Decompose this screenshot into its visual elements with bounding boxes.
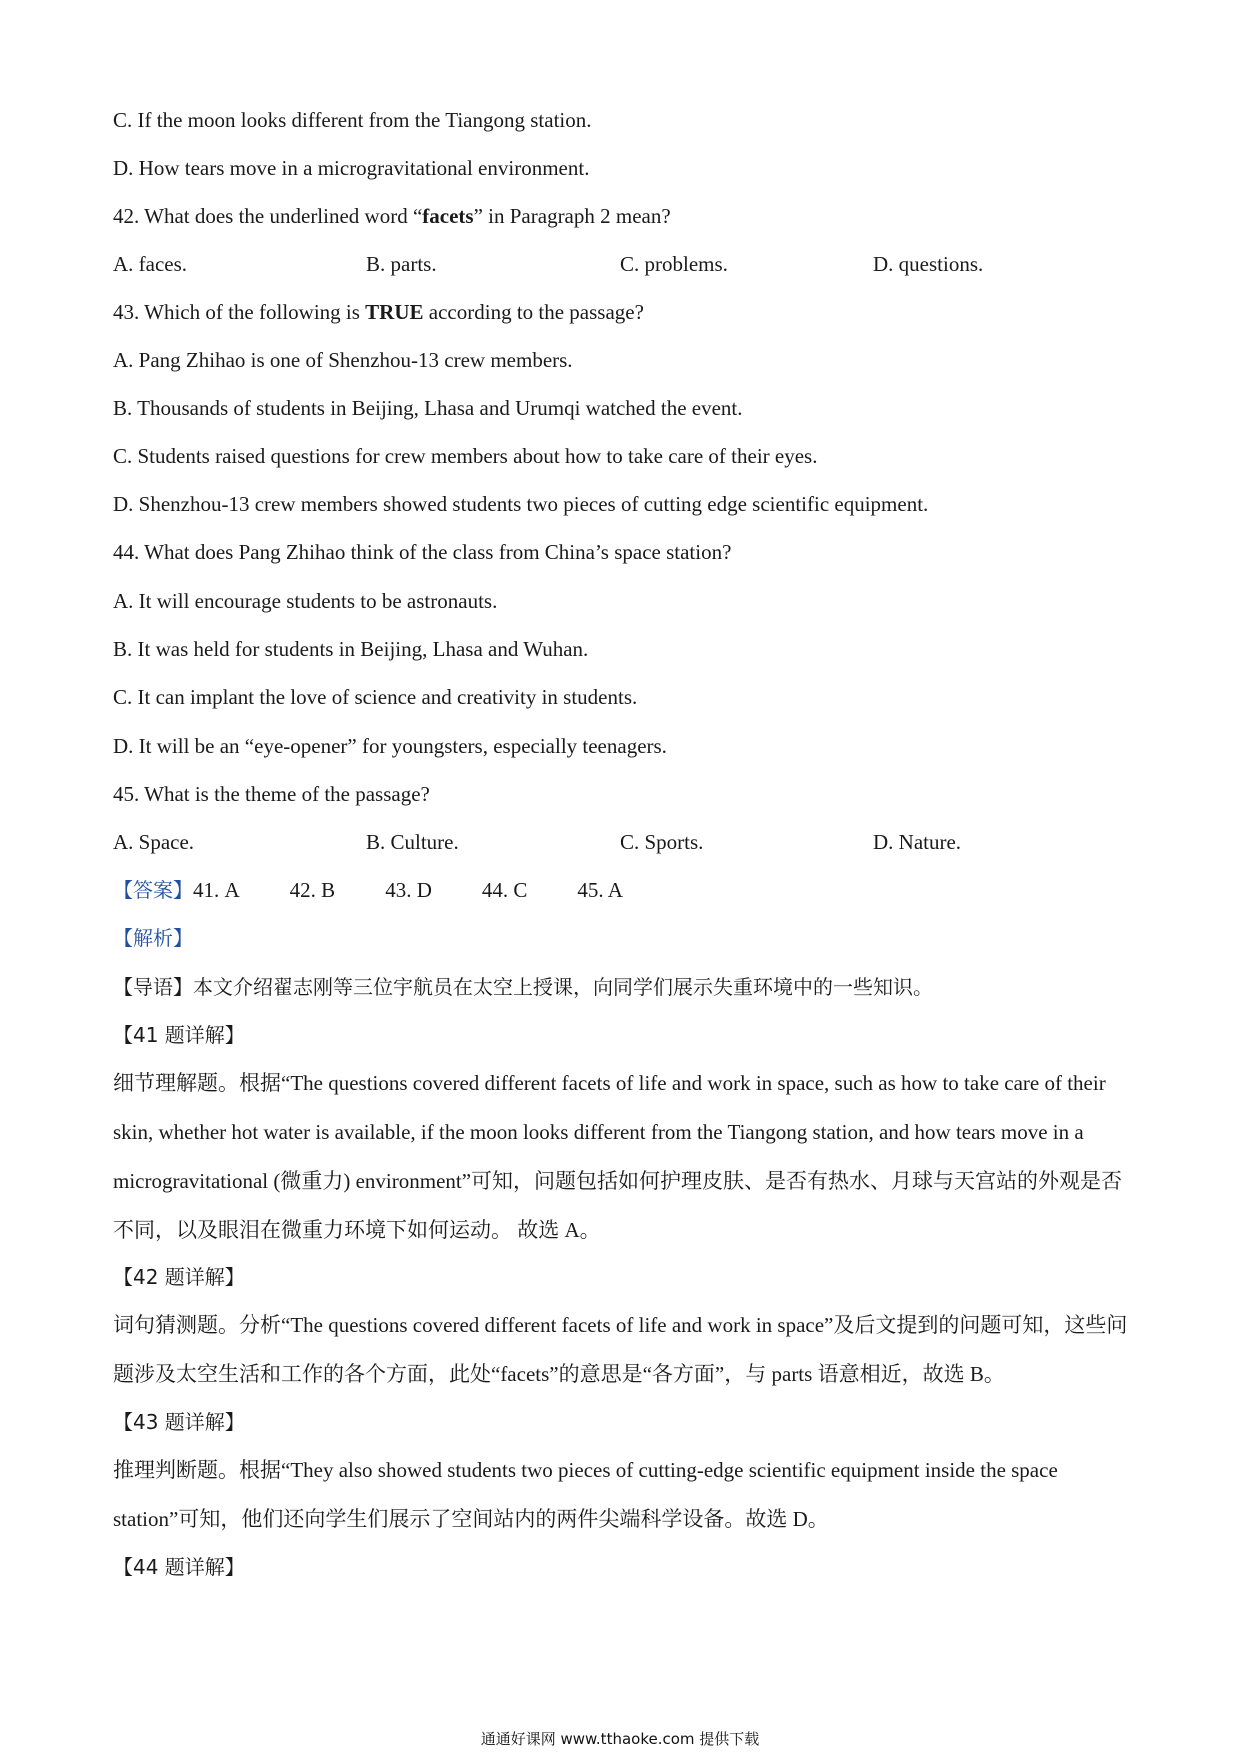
q42-stem-post: ” in Paragraph 2 mean? xyxy=(473,204,671,228)
analysis-intro: 【导语】本文介绍翟志刚等三位宇航员在太空上授课，向同学们展示失重环境中的一些知识。 xyxy=(113,975,933,999)
q42-keyword: facets xyxy=(422,204,474,228)
q45-option-b: B. Culture. xyxy=(366,830,459,854)
q43-explanation: 推理判断题。根据“They also showed students two pieces of cutting-edge scientific equipment inside the space station”可知，他们还向学生们展示了空间站内的两件尖端科学设备。故选 D。 xyxy=(113,1458,1058,1531)
answer-42: 42. B xyxy=(289,878,336,902)
answer-45: 45. A xyxy=(577,878,623,902)
q44-heading: 【44 题详解】 xyxy=(113,1555,245,1579)
q43-option-a: A. Pang Zhihao is one of Shenzhou-13 crew members. xyxy=(113,348,573,372)
q42-options xyxy=(113,250,1113,278)
q43-option-b: B. Thousands of students in Beijing, Lhasa and Urumqi watched the event. xyxy=(113,396,743,420)
q44-option-a: A. It will encourage students to be astronauts. xyxy=(113,589,498,613)
q41-option-d: D. How tears move in a microgravitational environment. xyxy=(113,156,590,180)
q44-option-b: B. It was held for students in Beijing, Lhasa and Wuhan. xyxy=(113,637,589,661)
q41-option-c: C. If the moon looks different from the Tiangong station. xyxy=(113,108,592,132)
q42-option-a: A. faces. xyxy=(113,252,188,276)
q42-option-c: C. problems. xyxy=(620,252,728,276)
q43-option-d: D. Shenzhou-13 crew members showed students two pieces of cutting edge scientific equipment. xyxy=(113,492,929,516)
q43-heading: 【43 题详解】 xyxy=(113,1410,245,1434)
q43-option-c: C. Students raised questions for crew members about how to take care of their eyes. xyxy=(113,444,818,468)
q45-stem: 45. What is the theme of the passage? xyxy=(113,782,430,806)
answer-key xyxy=(113,876,673,904)
q45-option-d: D. Nature. xyxy=(873,830,962,854)
q43-stem xyxy=(113,298,644,326)
q41-explanation: 细节理解题。根据“The questions covered different facets of life and work in space, such as how to take care of their skin, whether hot water is available, if the moon looks different from the Tiangong station, and how tears move in a microgravitational (微重力) environment”可知，问题包括如何护理皮肤、是否有热水、月球与天宫站的外观是否不同，以及眼泪在微重力环境下如何运动。 故选 A。 xyxy=(113,1071,1123,1242)
q45-option-c: C. Sports. xyxy=(620,830,704,854)
q42-stem xyxy=(113,202,671,230)
q45-option-a: A. Space. xyxy=(113,830,195,854)
q42-heading: 【42 题详解】 xyxy=(113,1265,245,1289)
answer-44: 44. C xyxy=(481,878,528,902)
q44-option-c: C. It can implant the love of science and creativity in students. xyxy=(113,685,638,709)
answer-41: 41. A xyxy=(193,878,240,902)
q43-stem-pre: 43. Which of the following is xyxy=(113,300,366,324)
q42-option-b: B. parts. xyxy=(366,252,437,276)
q45-options xyxy=(113,828,1113,856)
q43-keyword: TRUE xyxy=(365,300,424,324)
answer-tag: 【答案】 xyxy=(113,878,193,902)
footer-watermark: 通通好课网 www.tthaoke.com 提供下载 xyxy=(480,1730,760,1748)
q42-explanation: 词句猜测题。分析“The questions covered different facets of life and work in space”及后文提到的问题可知，这些问题涉及太空生活和工作的各个方面，此处“facets”的意思是“各方面”，与 parts 语意相近，故选 B。 xyxy=(113,1313,1128,1386)
analysis-tag: 【解析】 xyxy=(113,926,193,950)
q42-stem-pre: 42. What does the underlined word “ xyxy=(113,204,423,228)
q42-option-d: D. questions. xyxy=(873,252,984,276)
q41-heading: 【41 题详解】 xyxy=(113,1023,245,1047)
q43-stem-post: according to the passage? xyxy=(423,300,644,324)
q44-option-d: D. It will be an “eye-opener” for youngsters, especially teenagers. xyxy=(113,734,667,758)
answer-43: 43. D xyxy=(385,878,432,902)
q44-stem: 44. What does Pang Zhihao think of the class from China’s space station? xyxy=(113,540,732,564)
